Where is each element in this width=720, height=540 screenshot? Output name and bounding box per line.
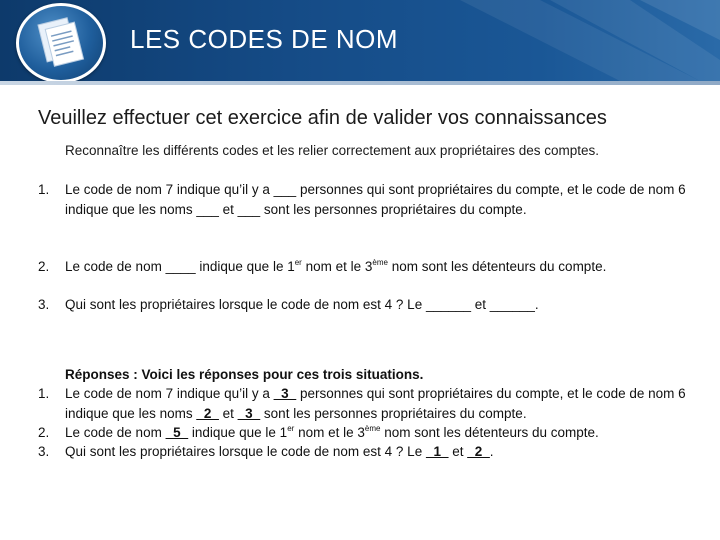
answer-text-part: et (218, 405, 238, 421)
question-text-part: Le code de nom 7 indique qu’il y a (65, 182, 274, 197)
question-text-part: et (218, 201, 238, 217)
answer-text-part: personnes qui sont propriétaires du compte, et le code de nom 6 indique que les noms (65, 386, 686, 421)
question-3 (38, 295, 688, 315)
answer-2 (38, 423, 688, 443)
answer-text-part: Le code de nom (65, 425, 166, 440)
answer-blank: ______ (489, 297, 535, 312)
logo (16, 3, 106, 81)
answer-blank: ___ (237, 201, 261, 217)
answer-blank: ___ (273, 182, 297, 197)
answer-value: _5_ (165, 425, 189, 440)
question-text (65, 257, 688, 277)
answer-text (65, 442, 688, 462)
answer-value: _2_ (467, 444, 490, 459)
page-title: LES CODES DE NOM (130, 24, 399, 54)
answer-number: 2. (38, 425, 50, 440)
question-text (65, 295, 688, 315)
documents-icon (19, 6, 103, 80)
answer-text-part: Le code de nom 7 indique qu’il y a (65, 386, 274, 401)
question-1 (38, 180, 688, 219)
superscript: ème (372, 258, 388, 267)
question-text-part: personnes qui sont propriétaires du compte, et le code de nom 6 indique que les noms (65, 182, 686, 217)
banner-divider (0, 81, 720, 85)
title-banner (0, 0, 720, 81)
answers-heading: Réponses : Voici les réponses pour ces trois situations. (65, 367, 424, 382)
answer-3 (38, 442, 688, 462)
answer-text-part: et (448, 444, 468, 459)
answer-text-part: sont les personnes propriétaires du compte. (260, 405, 527, 421)
answer-blank: ___ (196, 201, 219, 217)
superscript: er (287, 424, 295, 433)
answer-text-part: . (489, 444, 494, 459)
question-text (65, 180, 688, 219)
answer-value: _3_ (237, 405, 261, 421)
question-text-part: Qui sont les propriétaires lorsque le code de nom est 4 ? Le (65, 297, 426, 312)
question-2 (38, 257, 688, 277)
answer-blank: ______ (425, 297, 472, 312)
answer-value: _3_ (273, 386, 297, 401)
question-text-part: . (534, 297, 539, 312)
answer-text-part: nom et le 3 (294, 425, 365, 440)
superscript: er (294, 258, 302, 267)
exercise-instructions: Reconnaître les différents codes et les relier correctement aux propriétaires des comptes. (65, 143, 600, 158)
exercise-heading: Veuillez effectuer cet exercice afin de valider vos connaissances (38, 107, 607, 129)
answer-number: 3. (38, 444, 50, 459)
answer-blank: ____ (165, 259, 196, 274)
banner-decoration (400, 0, 720, 81)
answer-1 (38, 384, 688, 423)
answer-text-part: indique que le 1 (188, 425, 288, 440)
superscript: ème (364, 424, 381, 433)
question-text-part: indique que le 1 (195, 259, 295, 274)
question-text-part: Le code de nom (65, 259, 166, 274)
answer-value: _1_ (425, 444, 449, 459)
answer-value: _2_ (196, 405, 219, 421)
question-number: 1. (38, 182, 50, 197)
answer-text (65, 384, 688, 423)
question-text-part: nom sont les détenteurs du compte. (387, 259, 607, 274)
question-number: 2. (38, 259, 50, 274)
answer-number: 1. (38, 386, 50, 401)
answer-text-part: nom sont les détenteurs du compte. (380, 425, 599, 440)
question-text-part: nom et le 3 (301, 259, 373, 274)
answer-text (65, 423, 688, 443)
question-text-part: sont les personnes propriétaires du compte. (260, 201, 527, 217)
question-number: 3. (38, 297, 50, 312)
question-text-part: et (471, 297, 490, 312)
answer-text-part: Qui sont les propriétaires lorsque le code de nom est 4 ? Le (65, 444, 426, 459)
